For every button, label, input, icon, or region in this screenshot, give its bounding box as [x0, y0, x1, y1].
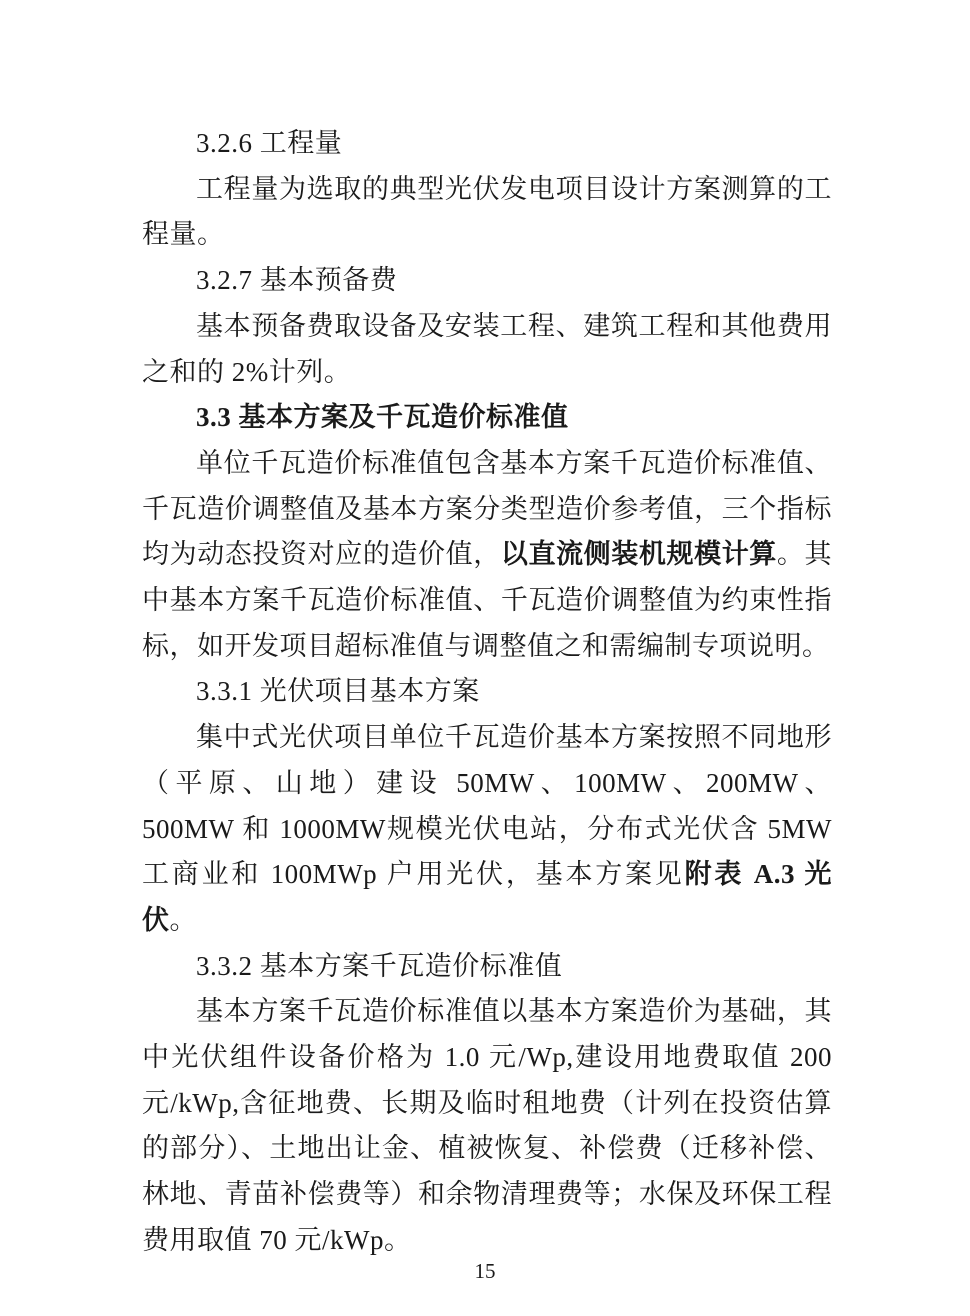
paragraph-3-2-6: 工程量为选取的典型光伏发电项目设计方案测算的工程量。 — [142, 173, 832, 250]
heading-3-3: 3.3 基本方案及千瓦造价标准值 — [196, 402, 569, 433]
page-number: 15 — [474, 1259, 496, 1283]
paragraph-3-3-run-bold: 以直流侧装机规模计算 — [500, 539, 777, 570]
paragraph-3-3-1-run-bold: 附表 A.3 光伏 — [142, 859, 832, 935]
document-body — [142, 121, 832, 1264]
paragraph-3-3-run-regular-2: 。其中基本方案千瓦造价标准值、千瓦造价调整值为约束性指标，如开发项目超标准值与调整值之和需编制专项说明。 — [142, 539, 833, 661]
heading-3-2-6: 3.2.6 工程量 — [196, 128, 343, 158]
paragraph-3-3-run-regular-1: 单位千瓦造价标准值包含基本方案千瓦造价标准值、千瓦造价调整值及基本方案分类型造价参考值，三个指标均为动态投资对应的造价值， — [142, 447, 832, 570]
heading-3-3-2: 3.3.2 基本方案千瓦造价标准值 — [196, 950, 563, 981]
heading-3-3-1: 3.3.1 光伏项目基本方案 — [196, 676, 480, 707]
heading-3-2-7: 3.2.7 基本预备费 — [196, 265, 398, 296]
paragraph-3-2-7: 基本预备费取设备及安装工程、建筑工程和其他费用之和的 2%计列。 — [142, 310, 832, 387]
paragraph-3-3 — [142, 441, 832, 670]
paragraph-3-3-1-run-regular-1: 集中式光伏项目单位千瓦造价基本方案按照不同地形（平原、山地）建设 50MW、100MW、200MW、500MW 和 1000MW规模光伏电站，分布式光伏含 5MW 工商业和 100MWp 户用光伏，基本方案见 — [142, 722, 832, 890]
paragraph-3-3-1-run-regular-2: 。 — [169, 904, 197, 935]
paragraph-3-3-1 — [142, 715, 832, 944]
paragraph-3-3-2: 基本方案千瓦造价标准值以基本方案造价为基础，其中光伏组件设备价格为 1.0 元/Wp,建设用地费取值 200 元/kWp,含征地费、长期及临时租地费（计列在投资估算的部分）、土地出让金、植被恢复、补偿费（迁移补偿、林地、青苗补偿费等）和余物清理费等；水保及环保工程费用取值 70 元/kWp。 — [142, 996, 832, 1255]
